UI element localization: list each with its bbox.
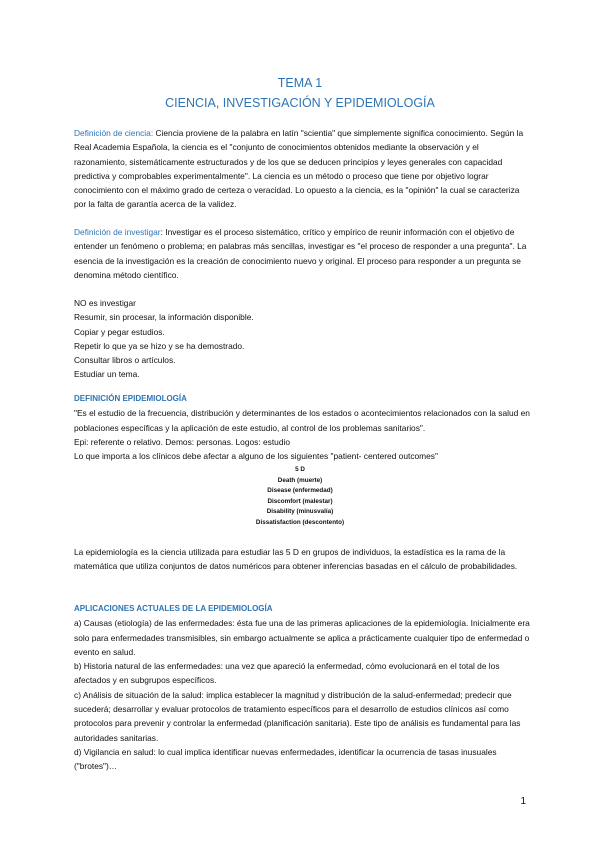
no-investigar-title: NO es investigar xyxy=(74,298,136,308)
list-item: d) Vigilancia en salud: lo cual implica identificar nuevas enfermedades, identificar la ocurrencia de tasas inusuales ("brotes")… xyxy=(74,746,497,772)
list-item: Estudiar un tema. xyxy=(74,369,140,380)
investigar-heading: Definición de investigar xyxy=(74,227,161,237)
list-item: Dissatisfaction (descontento) xyxy=(255,518,345,526)
epidemiologia-definition: "Es el estudio de la frecuencia, distribución y determinantes de los estados o acontecimientos relacionados con la salud en poblaciones específicas y la aplicación de este estudio, al control de los problemas sanitarios". xyxy=(74,408,530,433)
epidemiologia-section xyxy=(74,392,530,463)
list-item: Consultar libros o artículos. xyxy=(74,355,176,366)
no-investigar-section xyxy=(74,296,530,382)
epidemiologia-paragraph: La epidemiología es la ciencia utilizada para estudiar las 5 D en grupos de individuos, la estadística es la rama de la matemática que utiliza conjuntos de datos numéricos para obtener inferencias basadas en el cálculo de probabilidades. xyxy=(74,547,518,572)
list-item: Disease (enfermedad) xyxy=(267,487,333,495)
investigar-section xyxy=(74,225,530,282)
epidemiologia-heading: DEFINICIÓN EPIDEMIOLOGÍA xyxy=(74,394,187,403)
list-item: 5 D xyxy=(295,466,305,473)
list-item: b) Historia natural de las enfermedades: una vez que apareció la enfermedad, cómo evolucionará en el total de los afectados y en subgrupos específicos. xyxy=(74,661,500,686)
aplicaciones-heading: APLICACIONES ACTUALES DE LA EPIDEMIOLOGÍA xyxy=(74,604,273,613)
page-number: 1 xyxy=(520,796,526,807)
list-item: a) Causas (etiología) de las enfermedades: ésta fue una de las primeras aplicaciones de la epidemiología. Inicialmente era solo para enfermedades transmisibles, sin embargo actualmente se aplica a prácticamente cualquier tipo de enfermedad o evento en salud. xyxy=(74,618,530,657)
list-item: Repetir lo que ya se hizo y se ha demostrado. xyxy=(74,340,245,351)
investigar-paragraph xyxy=(74,225,530,282)
list-item: Resumir, sin procesar, la información disponible. xyxy=(74,312,254,323)
ciencia-heading: Definición de ciencia: xyxy=(74,128,154,138)
list-item: Death (muerte) xyxy=(277,476,323,484)
outcomes-list xyxy=(0,465,600,529)
epidemiologia-outcomes-intro: Lo que importa a los clínicos debe afectar a alguno de los siguientes "patient- centered outcomes" xyxy=(74,451,438,462)
page-subtitle: CIENCIA, INVESTIGACIÓN Y EPIDEMIOLOGÍA xyxy=(165,96,435,110)
ciencia-section xyxy=(74,126,530,212)
list-item: Copiar y pegar estudios. xyxy=(74,326,165,337)
aplicaciones-section xyxy=(74,602,530,774)
investigar-text: : Investigar es el proceso sistemático, crítico y empírico de reunir información con el objetivo de entender un fenómeno o problema; en palabras más sencillas, investigar es "el proceso de responder a una pregunta". La esencia de la investigación es la creación de conocimiento nuevo y original. El proceso para responder a un pregunta se denomina método científico. xyxy=(74,227,527,280)
epidemiologia-etymology: Epi: referente o relativo. Demos: personas. Logos: estudio xyxy=(74,436,291,447)
list-item: c) Análisis de situación de la salud: implica establecer la magnitud y distribución de la salud-enfermedad; predecir que sucederá; desarrollar y evaluar protocolos de tratamiento específicos para el desarrollo de estudios clínicos así como protocolos para prevenir y controlar la enfermedad (planificación sanitaria). Este tipo de análisis es fundamental para las autoridades sanitarias. xyxy=(74,689,521,743)
ciencia-text: Ciencia proviene de la palabra en latín "scientia" que simplemente significa conocimiento. Según la Real Academia Española, la ciencia es el "conjunto de conocimientos obtenidos mediante la observación y el razonamiento, sistemáticamente estructurados y de los que se deducen principios y leyes generales con capacidad predictiva y comprobables experimentalmente". La ciencia es un método o proceso que tiene por objetivo lograr conocimiento con el máximo grado de certeza o veracidad. Lo opuesto a la ciencia, es la "opinión" la cual se caracteriza por la falta de garantía acerca de la validez. xyxy=(74,128,524,210)
list-item: Discomfort (malestar) xyxy=(267,497,333,505)
ciencia-paragraph xyxy=(74,126,530,212)
epidemiologia-paragraph-block xyxy=(74,545,530,574)
list-item: Disability (minusvalía) xyxy=(266,508,334,516)
tema-title: TEMA 1 xyxy=(277,76,323,90)
